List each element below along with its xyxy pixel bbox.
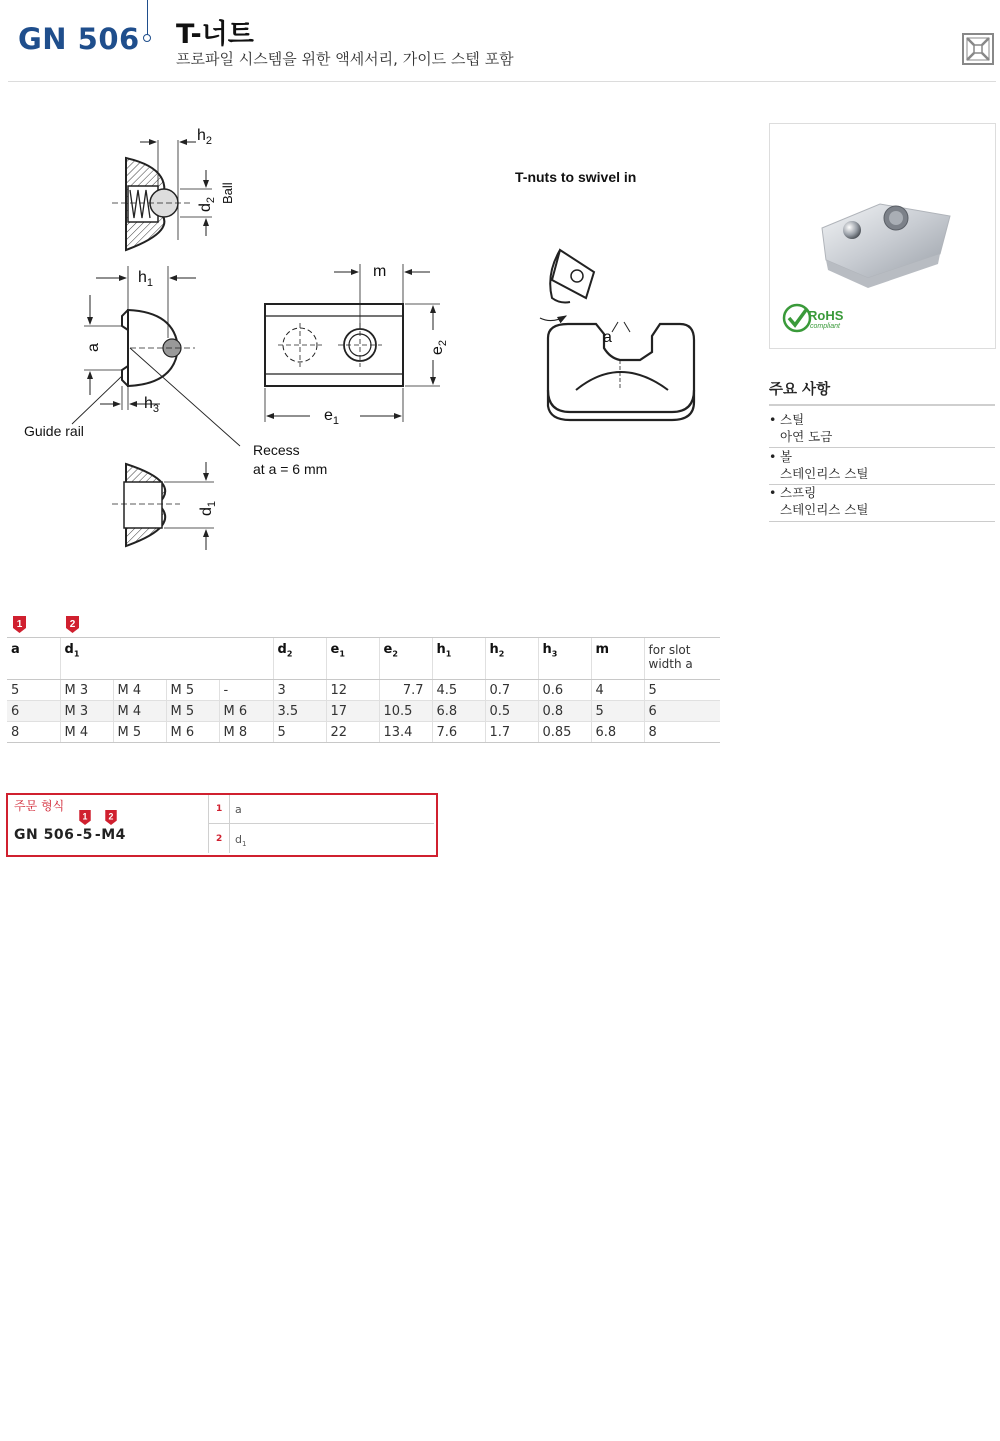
col-header-e2: $e_2$ — [379, 638, 432, 680]
dim-label-e2: $e_2$ — [429, 339, 449, 355]
order-code: GN 506 -5 -M4 — [14, 827, 126, 843]
recess-label-line1: Recess — [253, 442, 300, 458]
col-header-m: m — [591, 638, 644, 680]
order-divider — [208, 795, 209, 853]
dim-label-h3: $h_3$ — [144, 395, 160, 415]
col-header-d2: $d_2$ — [273, 638, 326, 680]
header-rule — [8, 81, 996, 82]
notes-divider — [769, 521, 995, 522]
header-divider-dot — [143, 34, 151, 42]
product-code: GN 506 — [18, 22, 140, 56]
col-header-slot-width: for slot width a — [644, 638, 720, 680]
page-title: T-너트 — [176, 19, 254, 50]
dim-label-h1: $h_1$ — [138, 269, 154, 289]
side-view — [72, 266, 240, 446]
guide-rail-label: Guide rail — [24, 423, 84, 439]
technical-drawing — [0, 90, 760, 570]
order-row-number: 1 — [216, 804, 223, 814]
svg-text:1: 1 — [82, 811, 88, 822]
col-header-d1: $d_1$ — [60, 638, 273, 680]
dim-label-d1: $d_1$ — [198, 500, 218, 516]
svg-text:2: 2 — [69, 619, 76, 630]
notes-title: 주요 사항 — [769, 382, 831, 398]
product-photo — [769, 123, 996, 349]
order-row-text: $d_1$ — [235, 833, 247, 849]
order-row-text: a — [235, 803, 242, 816]
order-marker-1-icon — [79, 810, 91, 825]
header-divider — [147, 0, 148, 36]
marker-1-icon — [13, 616, 26, 633]
spec-table — [7, 637, 720, 743]
swivel-caption: T-nuts to swivel in — [515, 169, 637, 185]
col-header-e1: $e_1$ — [326, 638, 379, 680]
notes-rule — [769, 404, 995, 406]
rohs-text: RoHS — [808, 308, 844, 323]
ball-section-view — [112, 140, 212, 250]
table-row: 5 M 3 M 4 M 5 - 3 12 7.7 4.5 0.7 0.6 4 5 — [7, 680, 720, 701]
table-header-row — [7, 638, 720, 680]
dim-label-m: m — [373, 263, 387, 280]
swivel-illustration — [540, 250, 694, 420]
dim-label-a: a — [85, 343, 102, 352]
order-example-box — [6, 793, 438, 857]
dim-label-e1: $e_1$ — [324, 407, 340, 427]
col-header-a: a — [7, 638, 60, 680]
svg-text:2: 2 — [108, 811, 114, 822]
order-row-number: 2 — [216, 834, 223, 844]
col-header-h3: $h_3$ — [538, 638, 591, 680]
swivel-dim-label-a: a — [603, 329, 612, 346]
recess-label-line2: at a = 6 mm — [253, 461, 328, 477]
svg-text:1: 1 — [16, 619, 23, 630]
col-header-h1: $h_1$ — [432, 638, 485, 680]
order-divider — [229, 795, 230, 853]
page-subtitle: 프로파일 시스템을 위한 액세서리, 가이드 스텝 포함 — [176, 50, 514, 68]
table-row: 6 M 3 M 4 M 5 M 6 3.5 17 10.5 6.8 0.5 0.8 5 6 — [7, 701, 720, 722]
order-marker-2-icon — [105, 810, 117, 825]
rohs-subtext: compliant — [810, 323, 840, 330]
notes-divider — [769, 447, 995, 448]
marker-2-icon — [66, 616, 79, 633]
front-view — [265, 264, 440, 422]
ball-label: Ball — [220, 182, 235, 204]
dim-label-d2: $d_2$ — [197, 196, 217, 212]
rohs-badge — [782, 302, 854, 334]
dim-label-h2: $h_2$ — [197, 127, 213, 147]
profile-system-icon — [962, 33, 994, 65]
order-example-label: 주문 형식 — [14, 799, 65, 813]
col-header-h2: $h_2$ — [485, 638, 538, 680]
order-divider — [209, 823, 434, 824]
bottom-section-view — [112, 462, 214, 550]
table-row: 8 M 4 M 5 M 6 M 8 5 22 13.4 7.6 1.7 0.85 6.8 8 — [7, 722, 720, 743]
